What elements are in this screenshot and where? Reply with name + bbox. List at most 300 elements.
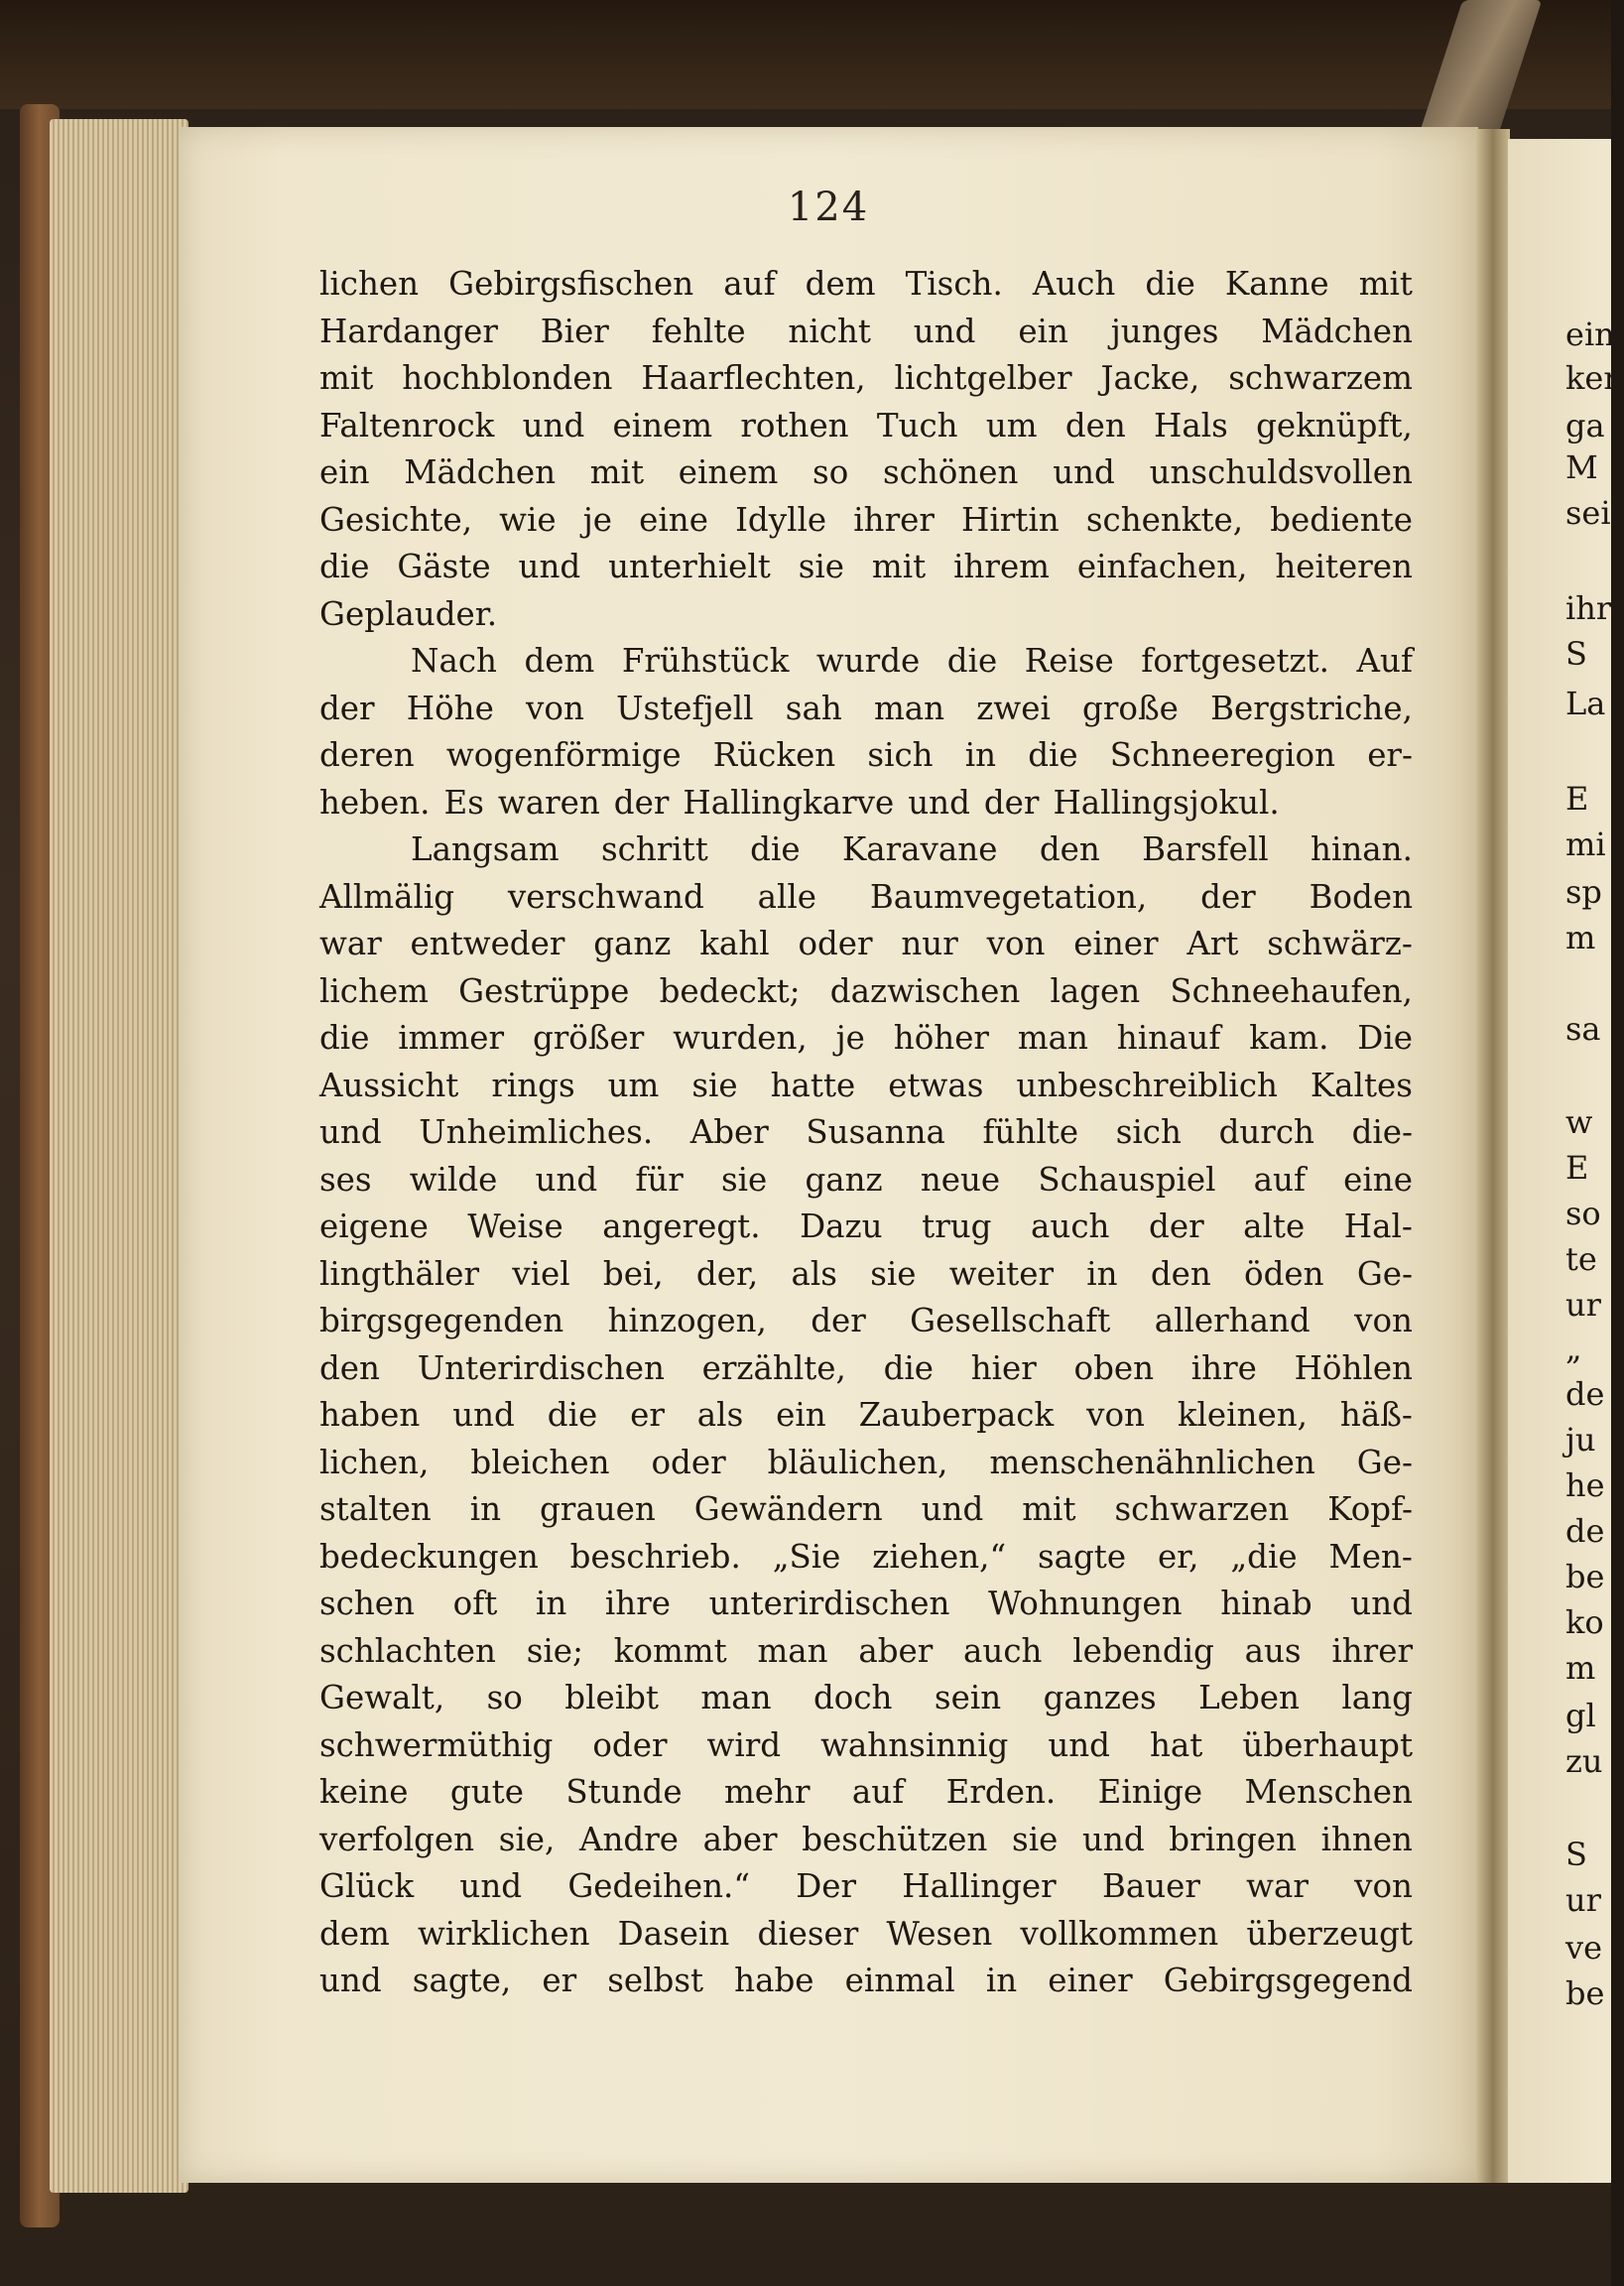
word: die: [547, 1396, 598, 1434]
text-line: [319, 544, 1413, 591]
word: heiteren: [1275, 548, 1413, 585]
word: angeregt.: [602, 1207, 761, 1245]
word: schwarzem: [1228, 359, 1413, 397]
word: „Sie: [772, 1537, 841, 1576]
page-number: 124: [787, 185, 870, 230]
word: ganz: [593, 925, 672, 962]
word: die: [319, 1019, 370, 1057]
word: Karavane: [841, 830, 998, 868]
word: die: [883, 1348, 935, 1387]
word: einem: [612, 406, 713, 444]
word: sie: [798, 548, 845, 585]
word: ein: [776, 1396, 826, 1434]
word: Gewalt,: [319, 1679, 445, 1716]
word: und: [1081, 1820, 1145, 1858]
next-page-edge: [1508, 139, 1624, 2183]
word: bleibt: [564, 1679, 659, 1716]
word: der: [811, 1302, 866, 1339]
word: sein: [934, 1679, 1002, 1716]
text-line: [319, 1534, 1413, 1582]
word: und: [535, 1160, 598, 1199]
word: Mädchen: [1261, 312, 1413, 350]
text-line: [319, 403, 1413, 450]
word: Auf: [1356, 642, 1413, 680]
next-page-fragment: m: [1565, 919, 1596, 956]
word: ses: [319, 1160, 372, 1199]
next-page-fragment: S: [1565, 635, 1587, 673]
word: Aussicht: [319, 1066, 459, 1104]
word: lichtgelber: [894, 359, 1072, 397]
next-page-fragment: sei: [1565, 494, 1611, 532]
word: unbeschreiblich: [1016, 1066, 1278, 1104]
word: Gesichte,: [319, 500, 473, 539]
next-page-fragment: sp: [1565, 873, 1602, 911]
word: dem: [524, 642, 595, 680]
word: den: [319, 1348, 380, 1387]
word: schwermüthig: [319, 1725, 554, 1764]
word: um: [607, 1066, 660, 1104]
word: mit: [589, 453, 645, 491]
word: überzeugt: [1246, 1914, 1413, 1953]
word: je: [582, 500, 613, 539]
word: habe: [734, 1962, 814, 1999]
text-line: [319, 1722, 1413, 1770]
word: Hallingsjokul.: [1053, 783, 1280, 822]
word: beschrieb.: [569, 1537, 741, 1576]
text-line: [319, 1911, 1413, 1959]
word: schwarzen: [1114, 1490, 1290, 1528]
word: waren: [497, 783, 600, 822]
word: bleichen: [470, 1443, 610, 1481]
word: lichem: [319, 971, 429, 1010]
word: einmal: [844, 1962, 955, 1999]
word: junges: [1110, 312, 1219, 350]
text-line: [319, 1769, 1413, 1817]
word: war: [319, 925, 382, 962]
word: Langsam: [411, 830, 560, 868]
word: schen: [319, 1585, 415, 1622]
word: sich: [867, 736, 934, 774]
word: als: [791, 1254, 837, 1293]
word: sah: [785, 689, 842, 727]
word: die: [1028, 736, 1078, 774]
word: Zauberpack: [858, 1396, 1055, 1434]
word: heben.: [319, 783, 431, 822]
word: Schauspiel: [1038, 1160, 1216, 1199]
word: dem: [805, 265, 876, 303]
word: Gebirgsfischen: [448, 265, 694, 303]
word: in: [469, 1490, 502, 1528]
word: in: [985, 1962, 1018, 1999]
text-line: [319, 732, 1413, 780]
text-line: [319, 1157, 1413, 1205]
word: Tisch.: [905, 265, 1003, 303]
word: Ge-: [1356, 1254, 1413, 1293]
word: auch: [1031, 1207, 1110, 1245]
word: und: [518, 548, 581, 585]
word: wurde: [815, 642, 921, 680]
word: Gesellschaft: [910, 1302, 1111, 1339]
word: oder: [798, 925, 873, 962]
next-page-fragment: m: [1565, 1649, 1596, 1687]
word: ihrer: [1331, 1631, 1413, 1670]
word: Wesen: [886, 1914, 993, 1953]
word: einer: [1073, 925, 1159, 962]
word: verschwand: [507, 877, 704, 916]
word: Haarflechten,: [641, 359, 866, 397]
word: ihrer: [853, 500, 935, 539]
word: von: [1354, 1302, 1413, 1339]
word: Hal-: [1343, 1207, 1413, 1245]
word: Gestrüppe: [458, 971, 630, 1010]
text-line: [319, 1440, 1413, 1487]
word: Reise: [1024, 642, 1114, 680]
word: eigene: [319, 1207, 429, 1245]
word: Baumvegetation,: [869, 877, 1148, 916]
word: Frühstück: [621, 642, 790, 680]
word: wogenförmige: [445, 736, 682, 774]
cover-top-edge: [0, 0, 1611, 109]
word: dazwischen: [829, 971, 1021, 1010]
next-page-fragment: E: [1565, 1149, 1589, 1187]
word: Jacke,: [1100, 359, 1200, 397]
word: etwas: [888, 1066, 984, 1104]
word: er: [630, 1396, 665, 1434]
word: und: [1048, 1725, 1110, 1764]
word: ihrem: [953, 548, 1050, 585]
word: sie: [691, 1066, 738, 1104]
word: Boden: [1309, 877, 1413, 916]
word: sie,: [498, 1820, 556, 1858]
text-line: [319, 780, 1413, 827]
word: Geplauder.: [319, 594, 498, 633]
word: Men-: [1328, 1537, 1413, 1576]
word: Leben: [1198, 1679, 1300, 1716]
word: viel: [512, 1254, 570, 1293]
word: Weise: [467, 1207, 563, 1245]
word: die: [946, 642, 998, 680]
word: hinzogen,: [607, 1302, 767, 1339]
next-page-fragment: La: [1565, 685, 1606, 722]
word: überhaupt: [1242, 1725, 1413, 1764]
word: auch: [963, 1631, 1043, 1670]
word: und: [1350, 1585, 1413, 1622]
word: Kaltes: [1310, 1066, 1413, 1104]
word: Gedeihen.“: [567, 1867, 750, 1905]
word: Bergstriche,: [1210, 689, 1413, 727]
word: er,: [1157, 1537, 1199, 1576]
word: hinan.: [1311, 830, 1413, 868]
next-page-fragment: ur: [1565, 1286, 1601, 1324]
text-line: [319, 1675, 1413, 1722]
word: schwärz-: [1267, 925, 1413, 962]
word: der: [613, 783, 670, 822]
word: hinauf: [1116, 1019, 1221, 1057]
word: für: [635, 1160, 684, 1199]
text-line: [319, 968, 1413, 1016]
word: Kanne: [1224, 265, 1329, 303]
word: ihre: [604, 1585, 671, 1622]
word: hier: [970, 1348, 1037, 1387]
word: von: [1354, 1867, 1413, 1905]
word: Ustefjell: [616, 689, 754, 727]
word: als: [696, 1396, 744, 1434]
word: wirklichen: [417, 1914, 590, 1953]
word: bläulichen,: [767, 1443, 948, 1481]
text-line: [319, 1628, 1413, 1676]
word: ganz: [805, 1160, 883, 1199]
word: wie: [499, 500, 557, 539]
word: hochblonden: [402, 359, 613, 397]
word: neue: [920, 1160, 1001, 1199]
word: selbst: [607, 1962, 704, 1999]
word: Gebirgsgegend: [1163, 1962, 1413, 1999]
word: in: [535, 1585, 567, 1622]
word: von: [526, 689, 584, 727]
next-page-fragment: ur: [1565, 1881, 1601, 1919]
page-stack: [50, 119, 188, 2193]
word: nur: [901, 925, 958, 962]
word: sie: [720, 1160, 768, 1199]
word: ein: [1018, 312, 1068, 350]
word: Hals: [1154, 406, 1228, 444]
next-page-fragment: te: [1565, 1240, 1597, 1278]
text-line: [319, 1817, 1413, 1864]
word: Faltenrock: [319, 406, 495, 444]
text-line: [319, 874, 1413, 922]
word: Allmälig: [319, 877, 455, 916]
word: lichen: [319, 265, 420, 303]
word: kam.: [1249, 1019, 1329, 1057]
text-line: [319, 309, 1413, 356]
word: einfachen,: [1076, 548, 1248, 585]
word: so: [486, 1679, 523, 1716]
word: alle: [757, 877, 817, 916]
word: doch: [812, 1679, 893, 1716]
word: verfolgen: [319, 1820, 475, 1858]
next-page-fragment: zu: [1565, 1742, 1603, 1780]
next-page-fragment: „: [1565, 1330, 1582, 1367]
word: grauen: [540, 1490, 656, 1528]
text-line: [319, 1015, 1413, 1063]
word: Barsfell: [1142, 830, 1269, 868]
word: stalten: [319, 1490, 432, 1528]
text-line: [319, 826, 1413, 874]
word: oben: [1073, 1348, 1155, 1387]
word: fortgesetzt.: [1141, 642, 1330, 680]
text-line: [319, 449, 1413, 497]
next-page-fragment: ju: [1565, 1421, 1596, 1459]
word: Bauer: [1101, 1867, 1200, 1905]
word: die: [1145, 265, 1195, 303]
word: den: [1064, 406, 1126, 444]
word: Tuch: [876, 406, 958, 444]
text-line: [319, 1581, 1413, 1628]
text-line: [319, 686, 1413, 733]
text-line: [319, 1958, 1413, 2005]
word: und: [1053, 453, 1115, 491]
word: lang: [1341, 1679, 1413, 1716]
word: höher: [893, 1019, 989, 1057]
text-line: [319, 921, 1413, 968]
word: der: [983, 783, 1040, 822]
word: beschützen: [802, 1820, 988, 1858]
word: man: [700, 1679, 772, 1716]
page-text: [319, 261, 1413, 2005]
next-page-fragment: sa: [1565, 1010, 1601, 1048]
next-page-fragment: ga: [1565, 407, 1605, 444]
word: der: [1200, 877, 1256, 916]
next-page-fragment: M: [1565, 448, 1598, 486]
next-page-fragment: ko: [1565, 1603, 1604, 1641]
word: oder: [651, 1443, 726, 1481]
word: aus: [1244, 1631, 1302, 1670]
word: um: [985, 406, 1038, 444]
word: ein: [319, 453, 370, 491]
word: ganzes: [1043, 1679, 1157, 1716]
word: durch: [1218, 1113, 1314, 1151]
word: sagte: [1037, 1537, 1127, 1576]
word: bei,: [602, 1254, 664, 1293]
word: Nach: [411, 642, 497, 680]
word: war: [1246, 1867, 1309, 1905]
word: immer: [398, 1019, 505, 1057]
word: keine: [319, 1773, 409, 1811]
word: entweder: [410, 925, 565, 962]
word: und: [452, 1396, 515, 1434]
word: Kopf-: [1327, 1490, 1413, 1528]
word: Hirtin: [961, 500, 1060, 539]
word: rothen: [740, 406, 849, 444]
next-page-fragment: ve: [1565, 1929, 1603, 1967]
word: aber: [702, 1820, 778, 1858]
word: haben: [319, 1396, 421, 1434]
word: einer: [1048, 1962, 1133, 1999]
word: aber: [858, 1631, 934, 1670]
word: eine: [1343, 1160, 1413, 1199]
word: Glück: [319, 1867, 415, 1905]
word: erzählte,: [701, 1348, 846, 1387]
word: weiter: [948, 1254, 1055, 1293]
word: mit: [1022, 1490, 1076, 1528]
word: kommt: [613, 1631, 727, 1670]
word: Idylle: [735, 500, 827, 539]
word: schenkte,: [1085, 500, 1244, 539]
next-page-fragment: be: [1565, 1558, 1605, 1595]
text-line: [319, 355, 1413, 403]
word: Andre: [579, 1820, 679, 1858]
word: die: [750, 830, 801, 868]
word: Dasein: [617, 1914, 730, 1953]
word: fühlte: [982, 1113, 1079, 1151]
word: in: [964, 736, 997, 774]
word: deren: [319, 736, 415, 774]
next-page-fragment: gl: [1565, 1697, 1596, 1734]
word: Stunde: [565, 1773, 683, 1811]
word: ihnen: [1320, 1820, 1413, 1858]
book-gutter: [1476, 129, 1510, 2183]
text-line: [319, 1063, 1413, 1110]
word: Schneeregion: [1109, 736, 1336, 774]
word: mit: [1358, 265, 1413, 303]
next-page-fragment: de: [1565, 1375, 1605, 1413]
word: sie: [1012, 1820, 1059, 1858]
word: mit: [319, 359, 374, 397]
word: eine: [639, 500, 708, 539]
book-page-124: [179, 127, 1478, 2183]
word: kahl: [699, 925, 770, 962]
word: einem: [678, 453, 779, 491]
word: Einige: [1097, 1773, 1203, 1811]
word: Höhe: [406, 689, 494, 727]
next-page-fragment: ken: [1565, 359, 1624, 397]
word: unschuldsvollen: [1149, 453, 1413, 491]
word: und: [908, 783, 970, 822]
word: die-: [1351, 1113, 1413, 1151]
word: Hallingkarve: [683, 783, 895, 822]
word: Der: [796, 1867, 857, 1905]
word: den: [1150, 1254, 1211, 1293]
word: unterhielt: [608, 548, 771, 585]
next-page-fragment: ein: [1565, 316, 1615, 353]
word: den: [1039, 830, 1100, 868]
word: Schneehaufen,: [1170, 971, 1413, 1010]
word: Unterirdischen: [417, 1348, 665, 1387]
word: vollkommen: [1020, 1914, 1219, 1953]
word: bringen: [1169, 1820, 1297, 1858]
next-page-fragment: S: [1565, 1836, 1587, 1873]
word: und: [522, 406, 585, 444]
word: allerhand: [1154, 1302, 1311, 1339]
word: er-: [1367, 736, 1413, 774]
word: trug: [922, 1207, 992, 1245]
word: hatte: [770, 1066, 856, 1104]
word: und: [319, 1113, 382, 1151]
word: oder: [592, 1725, 668, 1764]
word: Menschen: [1244, 1773, 1413, 1811]
word: dieser: [757, 1914, 859, 1953]
word: auf: [723, 265, 776, 303]
word: ihre: [1190, 1348, 1257, 1387]
word: auf: [851, 1773, 905, 1811]
word: wahnsinnig: [820, 1725, 1009, 1764]
word: Dazu: [800, 1207, 883, 1245]
word: je: [835, 1019, 865, 1057]
word: lebendig: [1072, 1631, 1214, 1670]
word: Unheimliches.: [419, 1113, 654, 1151]
word: geknüpft,: [1256, 406, 1413, 444]
word: schönen: [883, 453, 1019, 491]
word: Erden.: [945, 1773, 1057, 1811]
word: Es: [443, 783, 484, 822]
text-line: [319, 1345, 1413, 1393]
word: Höhlen: [1294, 1348, 1413, 1387]
word: lichen,: [319, 1443, 430, 1481]
word: er: [542, 1962, 577, 1999]
word: Hardanger: [319, 312, 498, 350]
word: und: [459, 1867, 523, 1905]
word: schlachten: [319, 1631, 496, 1670]
next-page-fragment: w: [1565, 1103, 1593, 1141]
word: nicht: [788, 312, 871, 350]
word: fehlte: [651, 312, 746, 350]
text-line: [319, 1251, 1413, 1299]
word: man: [1017, 1019, 1088, 1057]
word: zwei: [976, 689, 1051, 727]
word: und: [921, 1490, 984, 1528]
word: man: [757, 1631, 828, 1670]
text-line: [319, 1863, 1413, 1911]
